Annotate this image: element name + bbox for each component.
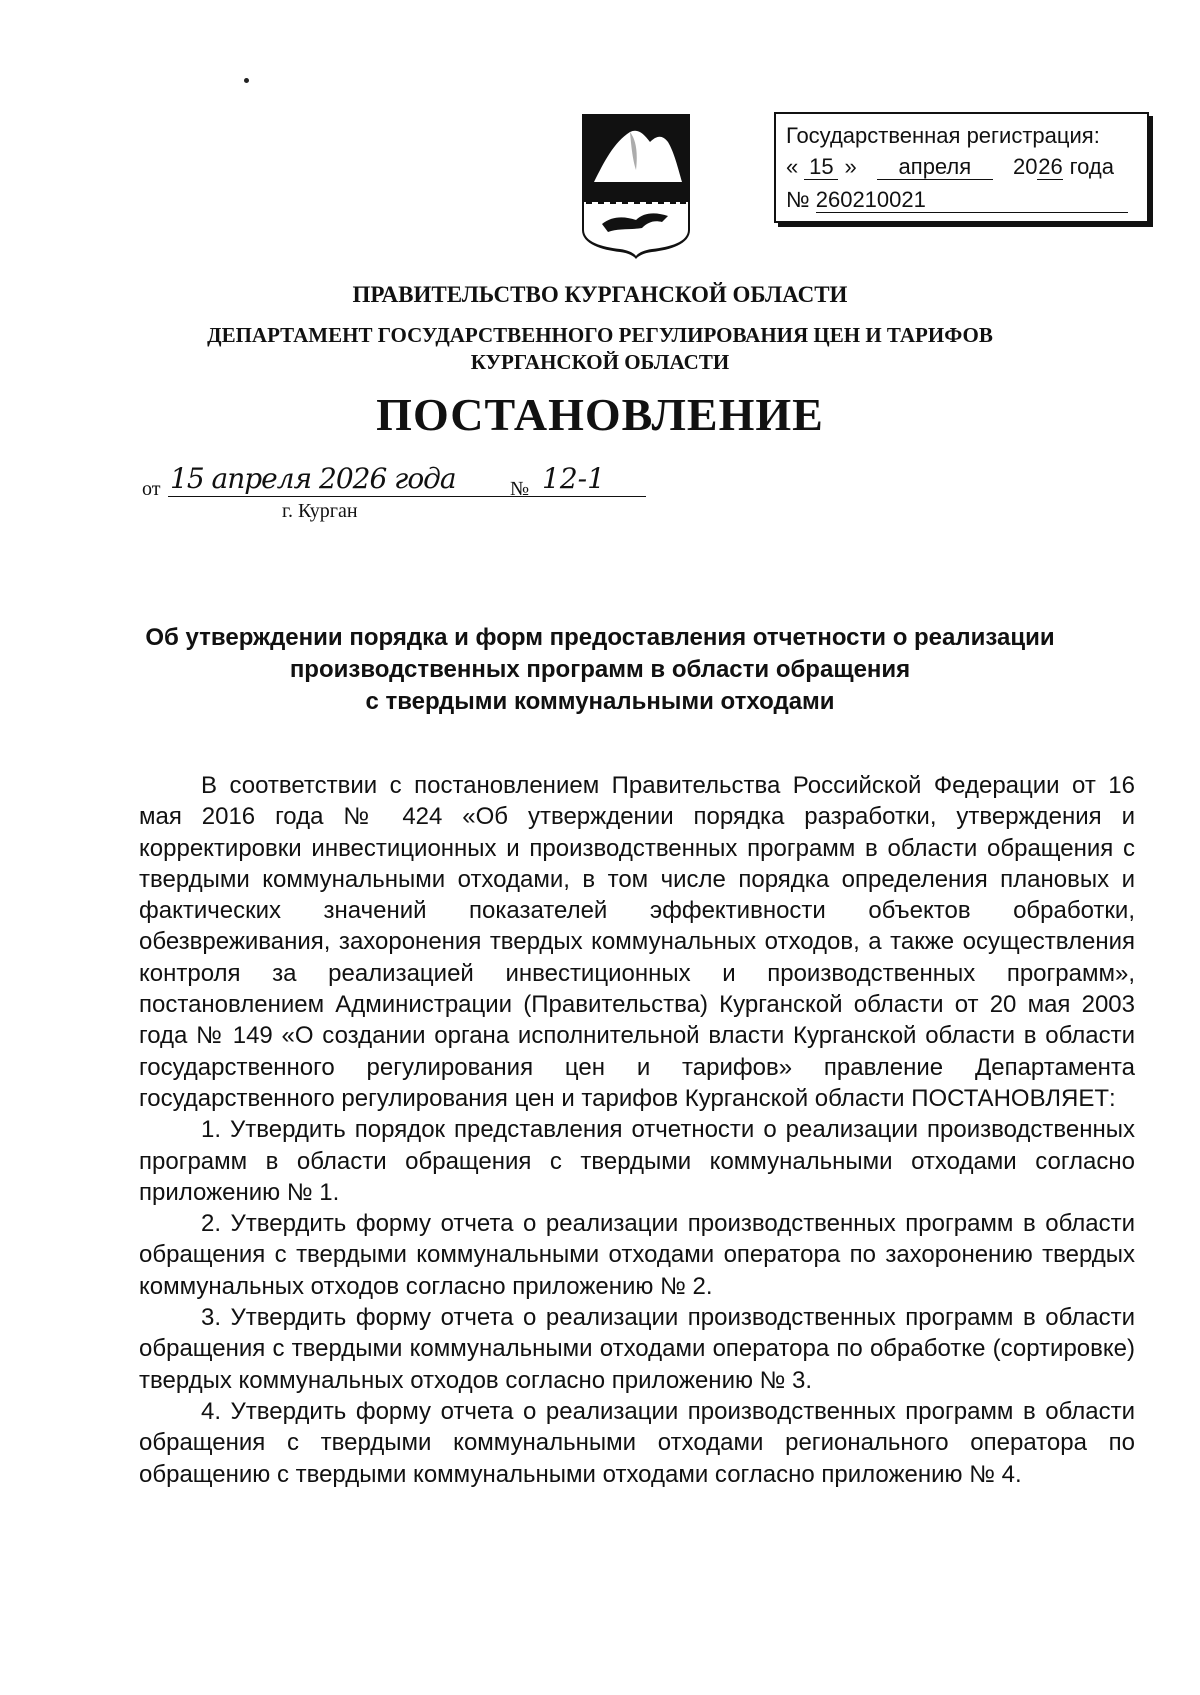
registration-year-prefix: 20 bbox=[1013, 154, 1038, 179]
government-name: ПРАВИТЕЛЬСТВО КУРГАНСКОЙ ОБЛАСТИ bbox=[352, 282, 848, 307]
document-type: ПОСТАНОВЛЕНИЕ bbox=[376, 389, 824, 440]
registration-month: апреля bbox=[877, 156, 993, 180]
item-4: 4. Утвердить форму отчета о реализации производственных программ в области обращения с твердыми коммунальными отходами регионального оператора по обращению с твердыми коммунальными отходами согласно приложению № 4. bbox=[139, 1397, 1135, 1488]
document-title bbox=[100, 622, 1100, 718]
registration-day: 15 bbox=[804, 156, 838, 180]
department-line-2: КУРГАНСКОЙ ОБЛАСТИ bbox=[470, 350, 730, 374]
coat-of-arms-icon bbox=[578, 112, 694, 260]
quote-close: » bbox=[844, 154, 857, 179]
title-line-3: с твердыми коммунальными отходами bbox=[365, 688, 835, 715]
registration-stamp bbox=[774, 112, 1149, 223]
registration-number: 260210021 bbox=[816, 189, 1128, 213]
registration-number-prefix: № bbox=[786, 187, 810, 212]
title-line-1: Об утверждении порядка и форм предоставления отчетности о реализации bbox=[145, 624, 1055, 651]
number-underline bbox=[538, 496, 644, 497]
preamble-paragraph: В соответствии с постановлением Правительства Российской Федерации от 16 мая 2016 года № 424 «Об утверждении порядка разработки, утверждения и корректировки инвестиционных и производственных программ в области обращения с твердыми коммунальными отходами, в том числе порядка определения плановых и фактических значений показателей эффективности объектов обработки, обезвреживания, захоронения твердых коммунальных отходов, а также осуществления контроля за реализацией инвестиционных и производственных программ», постановлением Администрации (Правительства) Курганской области от 20 мая 2003 года № 149 «О создании органа исполнительной власти Курганской области в области государственного регулирования цен и тарифов» правление Департамента государственного регулирования цен и тарифов Курганской области ПОСТАНОВЛЯЕТ: bbox=[139, 772, 1135, 1112]
handwritten-date: 15 апреля 2026 года bbox=[170, 462, 456, 495]
title-line-2: производственных программ в области обращения bbox=[289, 656, 911, 683]
item-2: 2. Утвердить форму отчета о реализации производственных программ в области обращения с твердыми коммунальными отходами оператора по захоронению твердых коммунальных отходов согласно приложению № 2. bbox=[139, 1210, 1135, 1300]
registration-date bbox=[786, 156, 1137, 180]
registration-label: Государственная регистрация: bbox=[786, 123, 1100, 148]
city-name: г. Курган bbox=[282, 500, 358, 522]
handwritten-number: 12-1 bbox=[542, 462, 605, 495]
department-name bbox=[0, 322, 1200, 376]
item-3: 3. Утвердить форму отчета о реализации производственных программ в области обращения с твердыми коммунальными отходами оператора по обработке (сортировке) твердых коммунальных отходов согласно приложению № 3. bbox=[139, 1304, 1135, 1394]
registration-number-row bbox=[786, 189, 1137, 213]
quote-open: « bbox=[786, 154, 799, 179]
item-1: 1. Утвердить порядок представления отчетности о реализации производственных программ в области обращения с твердыми коммунальными отходами согласно приложению № 1. bbox=[139, 1116, 1135, 1206]
from-label: от bbox=[142, 478, 161, 500]
department-line-1: ДЕПАРТАМЕНТ ГОСУДАРСТВЕННОГО РЕГУЛИРОВАНИЯ ЦЕН И ТАРИФОВ bbox=[207, 323, 993, 347]
number-label: № bbox=[510, 478, 530, 500]
registration-year-suffix: 26 bbox=[1038, 154, 1063, 179]
scan-speck bbox=[244, 78, 249, 83]
registration-year-word: года bbox=[1069, 154, 1114, 179]
date-number-line bbox=[142, 462, 662, 522]
document-body bbox=[139, 770, 1135, 1490]
